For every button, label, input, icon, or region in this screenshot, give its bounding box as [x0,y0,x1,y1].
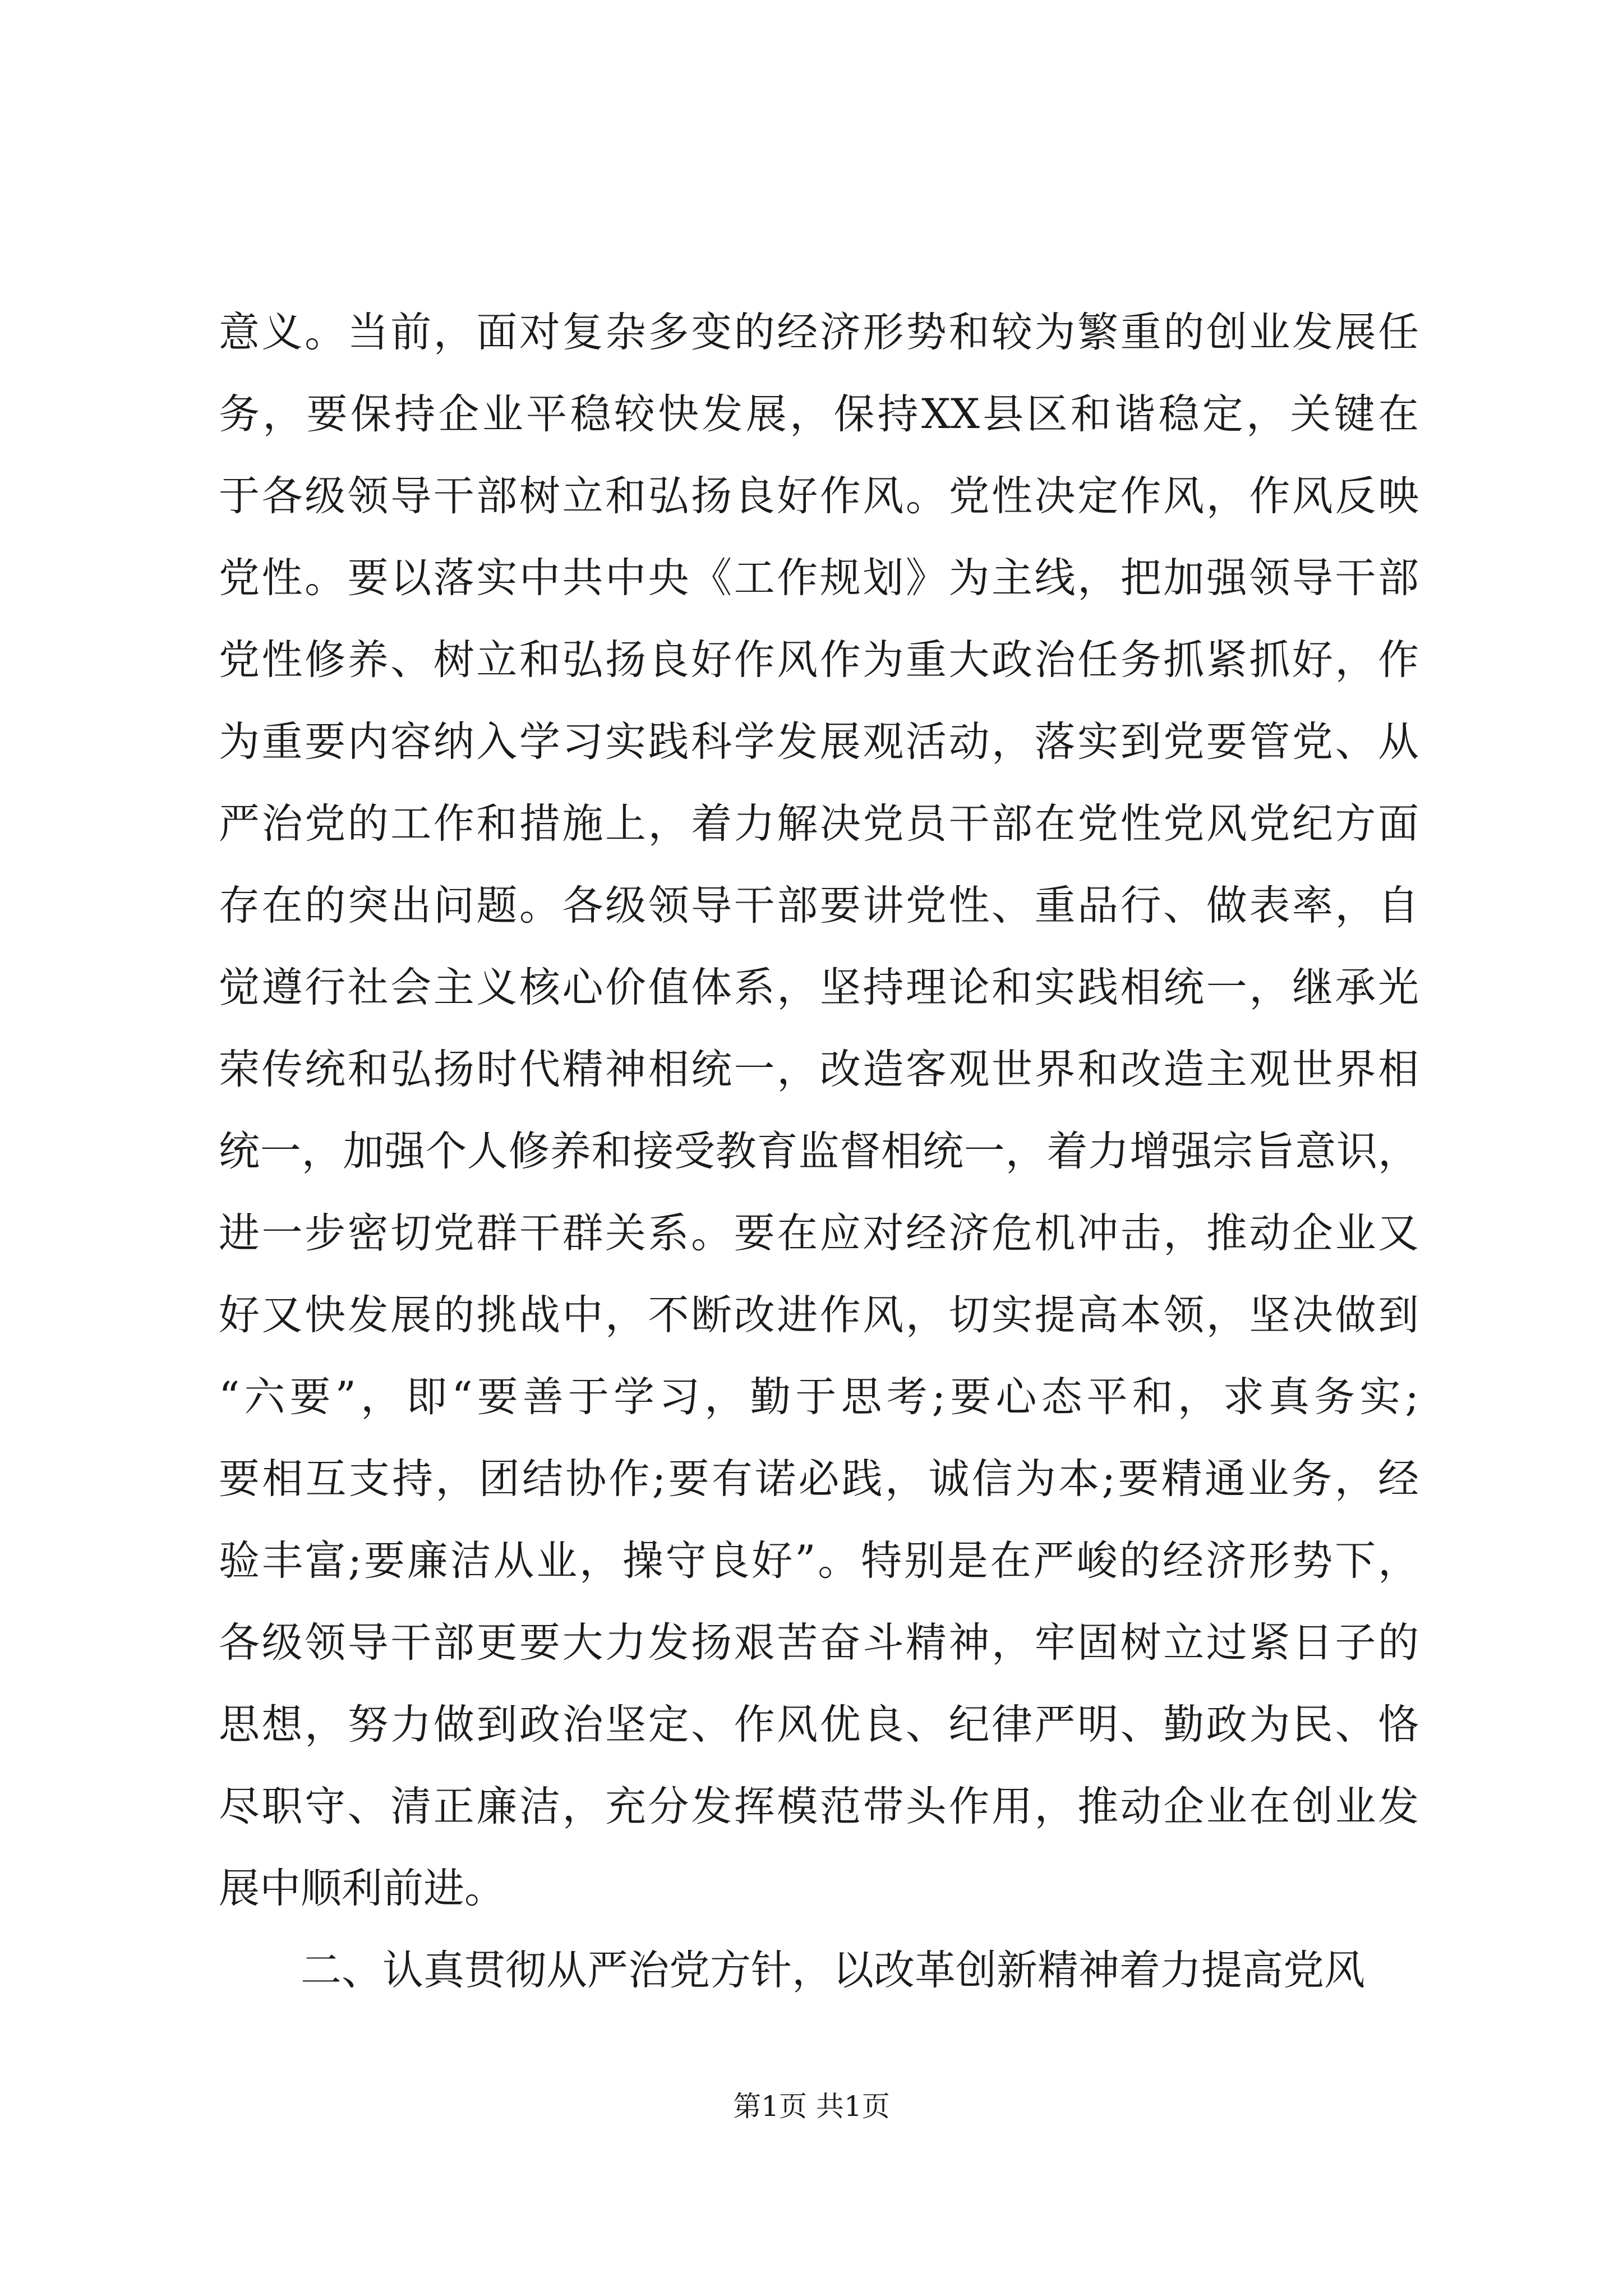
text-line: 觉遵行社会主义核心价值体系，坚持理论和实践相统一，继承光 [219,964,1419,1011]
text-line: 各级领导干部更要大力发扬艰苦奋斗精神，牢固树立过紧日子的 [219,1619,1419,1667]
text-line: 统一，加强个人修养和接受教育监督相统一，着力增强宗旨意识， [219,1128,1419,1175]
text-line: 于各级领导干部树立和弘扬良好作风。党性决定作风，作风反映 [219,472,1419,520]
page-footer: 第1页 共1页 [733,2090,890,2123]
text-line: 好又快发展的挑战中，不断改进作风，切实提高本领，坚决做到 [219,1291,1419,1339]
text-line: 务，要保持企业平稳较快发展，保持XX县区和谐稳定，关键在 [219,390,1419,438]
text-line: 验丰富;要廉洁从业，操守良好”。特别是在严峻的经济形势下， [219,1537,1419,1585]
text-line: 尽职守、清正廉洁，充分发挥模范带头作用，推动企业在创业发 [219,1783,1419,1830]
section-heading-line: 二、认真贯彻从严治党方针，以改革创新精神着力提高党风 [301,1947,1365,1994]
text-line: 党性。要以落实中共中央《工作规划》为主线，把加强领导干部 [219,554,1419,602]
text-line: 存在的突出问题。各级领导干部要讲党性、重品行、做表率，自 [219,882,1419,930]
text-line: 严治党的工作和措施上，着力解决党员干部在党性党风党纪方面 [219,800,1419,848]
text-line: 展中顺利前进。 [219,1865,505,1912]
text-line: 要相互支持，团结协作;要有诺必践，诚信为本;要精通业务，经 [219,1455,1419,1503]
text-line: 为重要内容纳入学习实践科学发展观活动，落实到党要管党、从 [219,718,1419,766]
text-line: 思想，努力做到政治坚定、作风优良、纪律严明、勤政为民、恪 [219,1701,1419,1749]
document-body [219,292,1419,2012]
text-line: 进一步密切党群干群关系。要在应对经济危机冲击，推动企业又 [219,1209,1419,1257]
text-line: 荣传统和弘扬时代精神相统一，改造客观世界和改造主观世界相 [219,1046,1419,1093]
text-line: 党性修养、树立和弘扬良好作风作为重大政治任务抓紧抓好，作 [219,636,1419,684]
text-line: 意义。当前，面对复杂多变的经济形势和较为繁重的创业发展任 [219,309,1419,356]
text-line: “六要”，即“要善于学习，勤于思考;要心态平和，求真务实; [219,1373,1419,1421]
